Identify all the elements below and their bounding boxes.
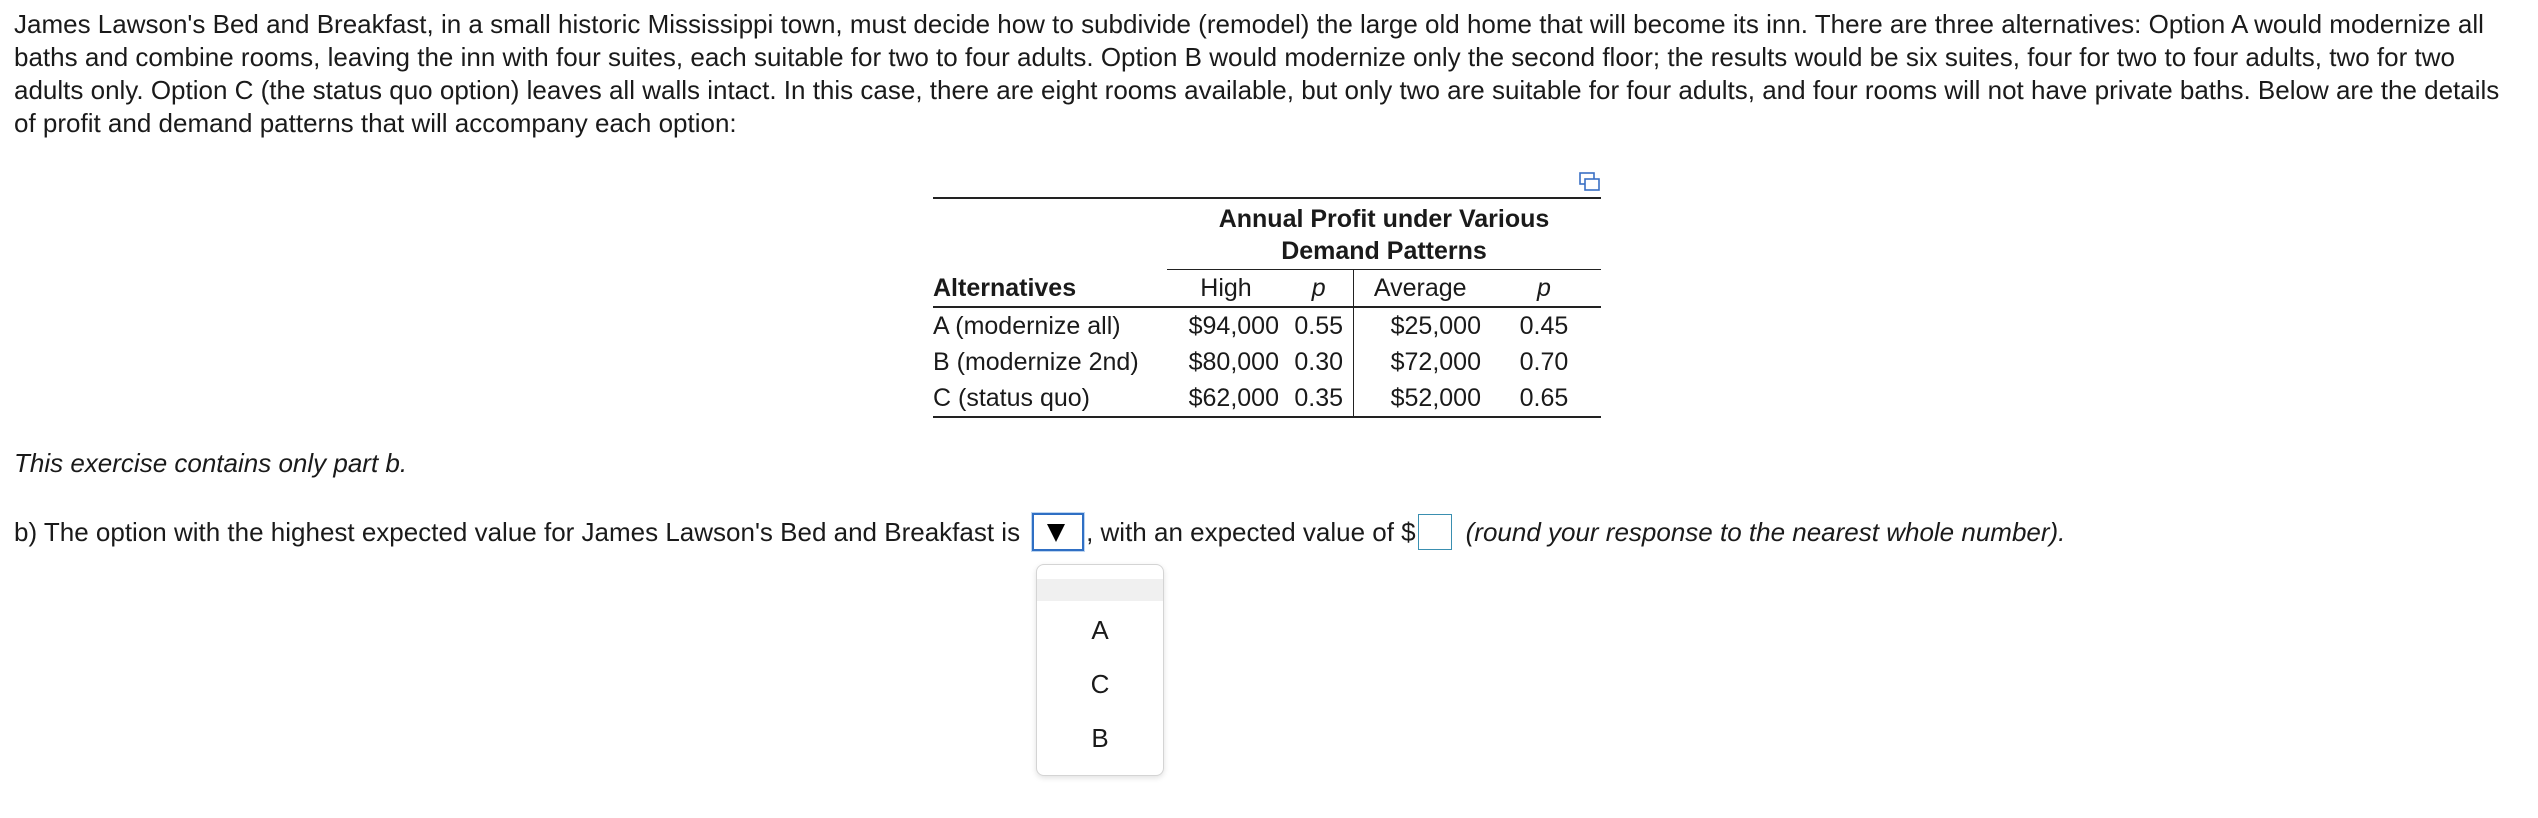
group-header-line1: Annual Profit under Various [1218,205,1550,233]
group-header [1167,199,1601,270]
p-average-cell: 0.70 [1519,348,1569,376]
average-cell: $25,000 [1353,307,1487,344]
option-select[interactable] [1032,513,1084,551]
part-note: This exercise contains only part b. [14,448,408,478]
table-row [933,307,1601,344]
triangle-down-icon[interactable] [1047,524,1065,542]
rounding-hint: (round your response to the nearest whole number). [1465,517,2066,547]
p-high-cell: 0.30 [1294,348,1344,376]
average-cell: $52,000 [1353,380,1487,417]
p-high-cell: 0.55 [1294,312,1344,340]
p-average-cell: 0.45 [1519,312,1569,340]
high-cell: $94,000 [1188,312,1279,340]
option-dropdown-menu [1036,564,1164,776]
p-high-cell: 0.35 [1285,380,1353,417]
col-header-p-average: p [1487,270,1601,308]
question-prefix: b) The option with the highest expected value for James Lawson's Bed and Breakfast is [14,517,1021,547]
table-row [933,344,1601,380]
alt-cell: A (modernize all) [933,312,1121,340]
high-cell: $62,000 [1167,380,1285,417]
dropdown-option-a[interactable]: A [1091,615,1109,645]
alt-cell: B (modernize 2nd) [933,348,1139,376]
problem-statement: James Lawson's Bed and Breakfast, in a small historic Mississippi town, must decide how to subdivide (remodel) the large old home that will become its inn. There are three alternatives: Option A would modernize all baths and combine rooms, leaving the inn with four suites, each suitable for two to four adults. Option B would modernize only the second floor; the results would be six suites, four for two to four adults, two for two adults only. Option C (the status quo option) leaves all walls intact. In this case, there are eight rooms available, but only two are suitable for four adults, and four rooms will not have private baths. Below are the details of profit and demand patterns that will accompany each option: [14,9,2500,138]
expected-value-input[interactable] [1418,514,1452,550]
high-cell: $80,000 [1188,348,1279,376]
p-average-cell: 0.65 [1487,380,1601,417]
col-header-alternatives: Alternatives [933,270,1167,308]
profit-table [933,197,1601,418]
col-header-average: Average [1353,270,1487,308]
group-header-line2: Demand Patterns [1281,237,1487,265]
copy-icon[interactable] [1579,172,1601,192]
col-header-high: High [1167,270,1285,308]
col-header-p-high: p [1285,270,1353,308]
question-line [14,512,2065,552]
question-middle: , with an expected value of $ [1086,517,1416,547]
table-row [933,380,1601,417]
alt-cell: C (status quo) [933,380,1167,417]
dropdown-option-b[interactable]: B [1091,723,1109,753]
dropdown-option-c[interactable]: C [1090,669,1110,699]
average-cell: $72,000 [1353,344,1487,380]
dropdown-option-blank[interactable] [1037,579,1163,601]
